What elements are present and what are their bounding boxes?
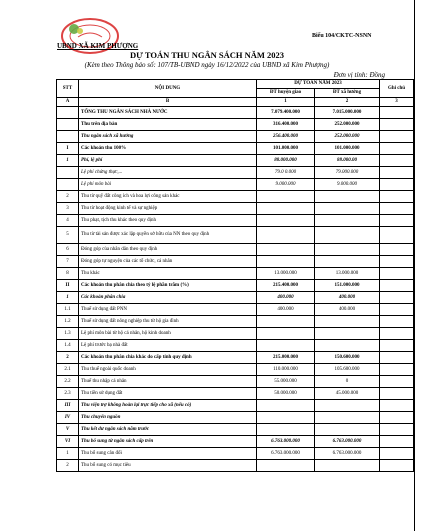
row-content-cell: Thu khác xyxy=(79,268,257,280)
row-note-cell xyxy=(380,191,414,203)
row-commune-value: 6.763.000.000 xyxy=(315,448,380,460)
organization-name: UBND XÃ KIM PHƯỢNG xyxy=(57,42,139,50)
row-district-value: 256.400.000 xyxy=(257,131,315,143)
table-row xyxy=(57,304,414,316)
row-content-cell: Phí, lệ phí xyxy=(79,155,257,167)
form-code: Biểu 104/CKTC-NSNN xyxy=(312,33,372,39)
row-note-cell xyxy=(380,107,414,119)
row-stt-cell: 1 xyxy=(57,448,79,460)
row-note-cell xyxy=(380,131,414,143)
row-commune-value: 151.000.000 xyxy=(315,280,380,292)
row-district-value xyxy=(257,256,315,268)
row-note-cell xyxy=(380,304,414,316)
row-stt-cell: 5 xyxy=(57,227,79,244)
table-row xyxy=(57,316,414,328)
row-note-cell xyxy=(380,436,414,448)
row-stt-cell: 1 xyxy=(57,155,79,167)
row-district-value: 400.000 xyxy=(257,292,315,304)
row-commune-value: 79.000.000 xyxy=(315,167,380,179)
row-note-cell xyxy=(380,215,414,227)
row-district-value xyxy=(257,424,315,436)
row-district-value xyxy=(257,316,315,328)
row-note-cell xyxy=(380,448,414,460)
row-district-value: 215.400.000 xyxy=(257,280,315,292)
row-note-cell xyxy=(380,292,414,304)
row-stt-cell: 3 xyxy=(57,203,79,215)
row-content-cell: Thu bổ sung cân đối xyxy=(79,448,257,460)
row-stt-cell: 1.1 xyxy=(57,304,79,316)
table-row xyxy=(57,167,414,179)
table-row xyxy=(57,424,414,436)
table-row xyxy=(57,107,414,119)
row-stt-cell xyxy=(57,179,79,191)
row-note-cell xyxy=(380,143,414,155)
row-district-value: 6.763.000.000 xyxy=(257,448,315,460)
row-content-cell: Lệ phí môn bài xyxy=(79,179,257,191)
row-district-value: 13.000.000 xyxy=(257,268,315,280)
row-commune-value: 6.763.000.000 xyxy=(315,436,380,448)
row-district-value: 7.079.400.000 xyxy=(257,107,315,119)
row-stt-cell: II xyxy=(57,280,79,292)
table-row xyxy=(57,191,414,203)
row-district-value xyxy=(257,227,315,244)
row-note-cell xyxy=(380,328,414,340)
row-note-cell xyxy=(380,460,414,472)
col-header-note: Ghi chú xyxy=(380,80,414,98)
table-row xyxy=(57,268,414,280)
row-note-cell xyxy=(380,280,414,292)
row-note-cell xyxy=(380,256,414,268)
row-stt-cell: 6 xyxy=(57,244,79,256)
row-stt-cell: 1.4 xyxy=(57,340,79,352)
row-stt-cell: 1.2 xyxy=(57,316,79,328)
table-row xyxy=(57,364,414,376)
row-note-cell xyxy=(380,352,414,364)
row-commune-value xyxy=(315,227,380,244)
page-edge xyxy=(414,0,415,531)
row-commune-value: 105.600.000 xyxy=(315,364,380,376)
row-commune-value xyxy=(315,400,380,412)
table-row xyxy=(57,340,414,352)
row-commune-value: 400.000 xyxy=(315,304,380,316)
row-note-cell xyxy=(380,400,414,412)
document-subtitle: (Kèm theo Thông báo số: 107/TB-UBND ngày 16/12/2022 của UBND xã Kim Phượng) xyxy=(84,61,330,69)
row-district-value: 101.000.000 xyxy=(257,143,315,155)
table-row xyxy=(57,280,414,292)
row-note-cell xyxy=(380,340,414,352)
col-header-district: ĐT huyện giao xyxy=(257,89,315,98)
row-content-cell: Các khoản thu phân chia theo tỷ lệ phần trăm (%) xyxy=(79,280,257,292)
table-row xyxy=(57,292,414,304)
row-stt-cell: V xyxy=(57,424,79,436)
row-district-value: 50.000.000 xyxy=(257,388,315,400)
row-note-cell xyxy=(380,316,414,328)
row-content-cell: Thu tiền sử dụng đất xyxy=(79,388,257,400)
row-content-cell: Thu chuyển nguồn xyxy=(79,412,257,424)
row-commune-value: 400.000 xyxy=(315,292,380,304)
row-content-cell: Đóng góp của nhân dân theo quy định xyxy=(79,244,257,256)
row-stt-cell: VI xyxy=(57,436,79,448)
row-commune-value xyxy=(315,203,380,215)
row-commune-value xyxy=(315,191,380,203)
row-stt-cell: 4 xyxy=(57,215,79,227)
table-row xyxy=(57,400,414,412)
row-commune-value: 9.000.000 xyxy=(315,179,380,191)
index-cell: 2 xyxy=(315,98,380,107)
row-district-value xyxy=(257,328,315,340)
row-commune-value xyxy=(315,424,380,436)
row-commune-value xyxy=(315,328,380,340)
row-content-cell: Thu bổ sung từ ngân sách cấp trên xyxy=(79,436,257,448)
table-row xyxy=(57,460,414,472)
table-row xyxy=(57,388,414,400)
row-content-cell: Thuế sử dụng đất PNN xyxy=(79,304,257,316)
row-note-cell xyxy=(380,388,414,400)
row-note-cell xyxy=(380,167,414,179)
row-commune-value xyxy=(315,316,380,328)
row-district-value: 215.000.000 xyxy=(257,352,315,364)
row-stt-cell xyxy=(57,107,79,119)
table-row xyxy=(57,203,414,215)
row-district-value xyxy=(257,191,315,203)
row-stt-cell xyxy=(57,119,79,131)
document-title: DỰ TOÁN THU NGÂN SÁCH NĂM 2023 xyxy=(129,50,285,60)
row-district-value: 400.000 xyxy=(257,304,315,316)
row-note-cell xyxy=(380,119,414,131)
row-content-cell: Thuế sử dụng đất nông nghiệp thu từ hộ gia đình xyxy=(79,316,257,328)
row-commune-value: 0 xyxy=(315,376,380,388)
table-row xyxy=(57,412,414,424)
row-commune-value: 88.000.00 xyxy=(315,155,380,167)
row-commune-value: 252.000.000 xyxy=(315,131,380,143)
table-row xyxy=(57,436,414,448)
table-row xyxy=(57,215,414,227)
index-cell: B xyxy=(79,98,257,107)
row-district-value xyxy=(257,244,315,256)
row-stt-cell: 2.2 xyxy=(57,376,79,388)
row-stt-cell: 8 xyxy=(57,268,79,280)
row-note-cell xyxy=(380,376,414,388)
row-district-value: 110.000.000 xyxy=(257,364,315,376)
row-commune-value: 7.015.000.000 xyxy=(315,107,380,119)
row-note-cell xyxy=(380,203,414,215)
row-content-cell: Lệ phí chứng thực,... xyxy=(79,167,257,179)
row-commune-value xyxy=(315,340,380,352)
row-district-value xyxy=(257,340,315,352)
row-commune-value: 252.000.000 xyxy=(315,119,380,131)
row-stt-cell: 1 xyxy=(57,292,79,304)
row-content-cell: Thu từ quỹ đất công ích và hoa lợi công sản khác xyxy=(79,191,257,203)
row-content-cell: Đóng góp tự nguyện của các tổ chức, cá nhân xyxy=(79,256,257,268)
row-stt-cell: 7 xyxy=(57,256,79,268)
row-note-cell xyxy=(380,268,414,280)
row-content-cell: TỔNG THU NGÂN SÁCH NHÀ NƯỚC xyxy=(79,107,257,119)
row-content-cell: Thu bổ sung có mục tiêu xyxy=(79,460,257,472)
row-district-value xyxy=(257,203,315,215)
currency-unit: Đơn vị tính: Đồng xyxy=(333,71,385,79)
row-district-value: 88.000.000 xyxy=(257,155,315,167)
row-note-cell xyxy=(380,179,414,191)
row-note-cell xyxy=(380,364,414,376)
row-stt-cell: 1.3 xyxy=(57,328,79,340)
row-note-cell xyxy=(380,424,414,436)
row-commune-value xyxy=(315,256,380,268)
table-row xyxy=(57,143,414,155)
row-district-value xyxy=(257,215,315,227)
row-stt-cell xyxy=(57,131,79,143)
row-content-cell: Thu trên địa bàn xyxy=(79,119,257,131)
row-note-cell xyxy=(380,412,414,424)
row-commune-value: 45.000.000 xyxy=(315,388,380,400)
row-district-value: 6.763.000.000 xyxy=(257,436,315,448)
row-content-cell: Thu viện trợ không hoàn lại trực tiếp cho xã (nếu có) xyxy=(79,400,257,412)
table-row xyxy=(57,227,414,244)
table-row xyxy=(57,244,414,256)
row-stt-cell: 2 xyxy=(57,352,79,364)
index-cell: 3 xyxy=(380,98,414,107)
table-row xyxy=(57,179,414,191)
table-row xyxy=(57,155,414,167)
row-district-value: 79.0 0.000 xyxy=(257,167,315,179)
col-header-stt: STT xyxy=(57,80,79,98)
table-row xyxy=(57,119,414,131)
row-note-cell xyxy=(380,244,414,256)
table-row xyxy=(57,131,414,143)
row-content-cell: Thu kết dư ngân sách năm trước xyxy=(79,424,257,436)
row-commune-value: 101.000.000 xyxy=(315,143,380,155)
row-note-cell xyxy=(380,227,414,244)
col-header-content: NỘI DUNG xyxy=(79,80,257,98)
row-stt-cell: 2.1 xyxy=(57,364,79,376)
row-content-cell: Lệ phí môn bài từ hộ cá nhân, hộ kinh doanh xyxy=(79,328,257,340)
index-cell: 1 xyxy=(257,98,315,107)
row-commune-value xyxy=(315,215,380,227)
row-stt-cell: I xyxy=(57,143,79,155)
table-row xyxy=(57,448,414,460)
table-row xyxy=(57,352,414,364)
row-content-cell: Thu ngân sách xã hưởng xyxy=(79,131,257,143)
row-content-cell: Thu từ hoạt động kinh tế và sự nghiệp xyxy=(79,203,257,215)
row-content-cell: Thu thuế ngoài quốc doanh xyxy=(79,364,257,376)
row-district-value: 316.400.000 xyxy=(257,119,315,131)
row-district-value xyxy=(257,400,315,412)
row-commune-value: 13.000.000 xyxy=(315,268,380,280)
row-stt-cell: III xyxy=(57,400,79,412)
col-header-commune: ĐT xã hưởng xyxy=(315,89,380,98)
row-content-cell: Thu phạt, tịch thu khác theo quy định xyxy=(79,215,257,227)
row-commune-value xyxy=(315,412,380,424)
row-district-value xyxy=(257,412,315,424)
table-row xyxy=(57,376,414,388)
row-content-cell: Các khoản thu phân chia khác do cấp tỉnh quy định xyxy=(79,352,257,364)
row-stt-cell: 2 xyxy=(57,460,79,472)
row-commune-value xyxy=(315,460,380,472)
row-content-cell: Thuế thu nhập cá nhân xyxy=(79,376,257,388)
row-content-cell: Các khoản phân chia xyxy=(79,292,257,304)
row-stt-cell: IV xyxy=(57,412,79,424)
row-note-cell xyxy=(380,155,414,167)
col-header-estimate: DỰ TOÁN NĂM 2023 xyxy=(257,80,380,89)
row-content-cell: Các khoản thu 100% xyxy=(79,143,257,155)
budget-table xyxy=(56,79,414,472)
row-content-cell: Thu từ tài sản được xác lập quyền sở hữu của NN theo quy định xyxy=(79,227,257,244)
row-commune-value: 150.600.000 xyxy=(315,352,380,364)
row-commune-value xyxy=(315,244,380,256)
row-content-cell: Lệ phí trước bạ nhà đất xyxy=(79,340,257,352)
row-district-value xyxy=(257,460,315,472)
row-stt-cell xyxy=(57,167,79,179)
row-district-value: 9.000.000 xyxy=(257,179,315,191)
table-row xyxy=(57,328,414,340)
table-row xyxy=(57,256,414,268)
row-district-value: 55.000.000 xyxy=(257,376,315,388)
index-cell: A xyxy=(57,98,79,107)
row-stt-cell: 2.3 xyxy=(57,388,79,400)
row-stt-cell: 2 xyxy=(57,191,79,203)
